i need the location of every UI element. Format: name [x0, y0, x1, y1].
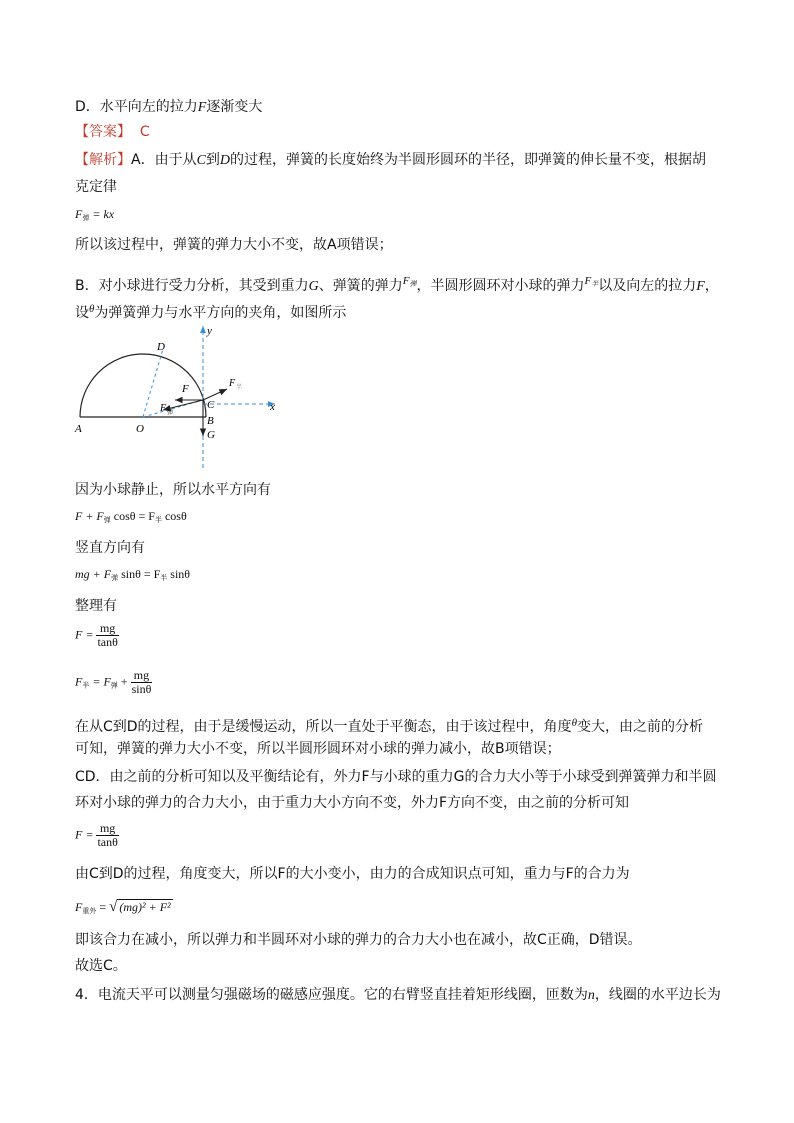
label-f-tan-sub: 弹 [167, 410, 174, 416]
analysis-cd-line1: CD．由之前的分析可知以及平衡结论有，外力F与小球的重力G的合力大小等于小球受到弹簧弹力和半圆 [75, 769, 717, 785]
label-g: G [207, 429, 215, 441]
hooke-law: $F_弹$ = kx [75, 207, 115, 222]
label-d: D [157, 341, 165, 353]
vertical-equation: mg + $F_弹$ $\sin\theta = F_半$ sinθ [75, 567, 191, 582]
label-c: C [207, 399, 215, 411]
label-o: O [136, 423, 144, 435]
answer-line [75, 122, 150, 142]
analysis-a-line1: 【解析】A．由于从C到D的过程，弹簧的长度始终为半圆形圆环的半径，即弹簧的伸长量不变，根据胡 [75, 152, 707, 168]
label-a: A [75, 423, 82, 435]
f-equation-2: F = $\frac{mg}{\tan\theta}$ [75, 821, 118, 849]
analysis-a-conclusion: 所以该过程中，弹簧的弹力大小不变，故A项错误； [75, 237, 393, 253]
analysis-b-line1: B．对小球进行受力分析，其受到重力G、弹簧的弹力$^{F_弹}$，半圆形圆环对小球的弹力$^{F_半}$以及向左的拉力F， [75, 275, 719, 294]
analysis-cd-line4: 即该合力在减小，所以弹力和半圆环对小球的弹力的合力大小也在减小，故C正确，D错误。 [75, 932, 642, 948]
f-equation: F = $\frac{mg}{\tan\theta}$ [75, 621, 118, 649]
label-b: B [207, 415, 214, 427]
analysis-tag: 【解析】 [75, 152, 131, 168]
label-f-ban: F [229, 378, 236, 389]
analysis-c-line2: 可知，弹簧的弹力大小不变，所以半圆形圆环对小球的弹力减小，故B项错误； [75, 741, 561, 757]
analysis-a-line2: 克定律 [75, 179, 117, 195]
analysis-cd-line3: 由C到D的过程，角度变大，所以F的大小变小，由力的合成知识点可知，重力与F的合力为 [75, 866, 630, 882]
fban-equation: $F_半 = F_弹$ + $\frac{mg}{\sin\theta}$ [75, 668, 152, 696]
label-y: y [207, 325, 212, 337]
label-x: x [270, 401, 275, 413]
label-f-ban-sub: 半 [236, 385, 243, 391]
f-tan-arrow [163, 400, 203, 410]
question-4: 4．电流天平可以测量匀强磁场的磁感应强度。它的右臂竖直挂着矩形线圈，匝数为n，线圈的水平边长为 [75, 987, 721, 1003]
arrange-intro: 整理有 [75, 598, 117, 614]
label-f-tan: F [160, 403, 167, 414]
force-diagram [70, 320, 290, 475]
analysis-c-line1: 在从C到D的过程，由于是缓慢运动，所以一直处于平衡态，由于该过程中，角度$^\theta$变大，由之前的分析 [75, 717, 703, 735]
analysis-b-line2: 设$^\theta$为弹簧弹力与水平方向的夹角，如图所示 [75, 303, 347, 321]
final-answer: 故选C。 [75, 958, 127, 974]
horizontal-intro: 因为小球静止，所以水平方向有 [75, 482, 271, 498]
label-f: F [182, 383, 189, 395]
answer-value: C [139, 124, 150, 140]
analysis-cd-line2: 环对小球的弹力的合力大小，由于重力大小方向不变，外力F方向不变，由之前的分析可知 [75, 795, 630, 811]
horizontal-equation: $F + F_弹$ $\cos\theta = F_半$ cosθ [75, 509, 187, 524]
option-d: D．水平向左的拉力F逐渐变大 [75, 99, 263, 115]
vertical-intro: 竖直方向有 [75, 540, 145, 556]
resultant-equation: $F_{重外}$ = √ (mg)² + F² [75, 899, 171, 915]
answer-tag: 【答案】 [75, 124, 131, 140]
